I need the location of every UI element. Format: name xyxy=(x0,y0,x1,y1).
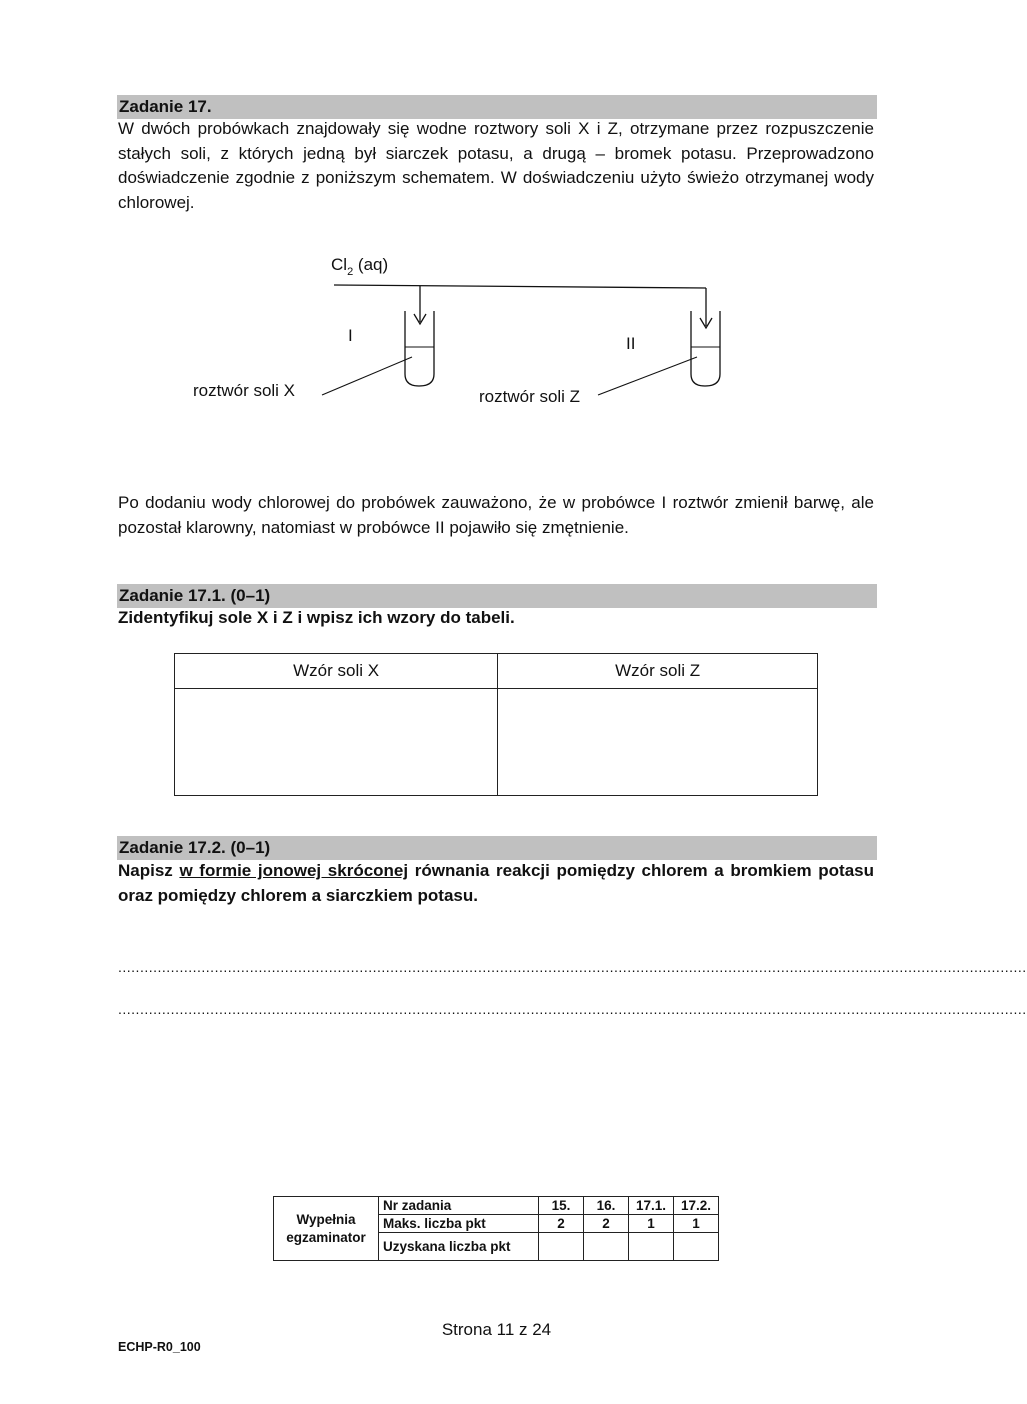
solution-x-pointer xyxy=(322,357,412,395)
obtained-points-16[interactable] xyxy=(584,1233,629,1261)
salt-formula-table xyxy=(174,653,818,796)
chlorine-feed-line xyxy=(334,285,706,288)
task-17-observation: Po dodaniu wody chlorowej do probówek zauważono, że w probówce I roztwór zmienił barwę, ale pozostał klarowny, natomiast w probówce II pojawiło się zmętnienie. xyxy=(118,493,874,537)
salt-z-header: Wzór soli Z xyxy=(498,654,818,689)
experiment-diagram xyxy=(0,0,993,460)
task-17-1-heading: Zadanie 17.1. (0–1) xyxy=(117,584,877,608)
max-points-16: 2 xyxy=(584,1215,629,1233)
task-17-1-instruction: Zidentyfikuj sole X i Z i wpisz ich wzory do tabeli. xyxy=(118,608,515,627)
task-number-17-2: 17.2. xyxy=(674,1197,719,1215)
salt-z-answer-cell[interactable] xyxy=(498,689,818,796)
task-number-17-1: 17.1. xyxy=(629,1197,674,1215)
task-17-2-heading: Zadanie 17.2. (0–1) xyxy=(117,836,877,860)
solution-x-label: roztwór soli X xyxy=(193,381,296,400)
solution-z-pointer xyxy=(598,357,697,395)
task-17-intro: W dwóch probówkach znajdowały się wodne roztwory soli X i Z, otrzymane przez rozpuszczenie stałych soli, z których jedną był siarczek potasu, a drugą – bromek potasu. Przeprowadzono doświadczenie zgodnie z poniższym schematem. W doświadczeniu użyto świeżo otrzymanej wody chlorowej. xyxy=(118,119,874,212)
max-points-17-1: 1 xyxy=(629,1215,674,1233)
reagent-label: $Cl_2$ (aq) xyxy=(331,255,389,278)
answer-line-1[interactable]: ............................................................................................................................................................................................................... xyxy=(118,959,1027,975)
obtained-points-15[interactable] xyxy=(539,1233,584,1261)
task-number-label: Nr zadania xyxy=(379,1197,539,1215)
obtained-points-17-2[interactable] xyxy=(674,1233,719,1261)
obtained-points-label: Uzyskana liczba pkt xyxy=(379,1233,539,1261)
max-points-15: 2 xyxy=(539,1215,584,1233)
tube-2-label: II xyxy=(626,334,636,353)
salt-x-answer-cell[interactable] xyxy=(175,689,498,796)
page-number: Strona 11 z 24 xyxy=(441,1320,552,1339)
task-number-16: 16. xyxy=(584,1197,629,1215)
grading-table xyxy=(273,1196,719,1261)
solution-z-label: roztwór soli Z xyxy=(479,387,581,406)
max-points-label: Maks. liczba pkt xyxy=(379,1215,539,1233)
exam-code: ECHP-R0_100 xyxy=(118,1340,201,1354)
salt-x-header: Wzór soli X xyxy=(175,654,498,689)
task-17-2-instruction: Napisz w formie jonowej skróconej równania reakcji pomiędzy chlorem a bromkiem potasu oraz pomiędzy chlorem a siarczkiem potasu. xyxy=(118,861,874,905)
max-points-17-2: 1 xyxy=(674,1215,719,1233)
filled-by-examiner: Wypełnia egzaminator xyxy=(274,1197,379,1261)
task-17-heading: Zadanie 17. xyxy=(117,95,877,119)
task-number-15: 15. xyxy=(539,1197,584,1215)
tube-1-label: I xyxy=(348,326,353,345)
answer-line-2[interactable]: ............................................................................................................................................................................................................... xyxy=(118,1001,1027,1017)
obtained-points-17-1[interactable] xyxy=(629,1233,674,1261)
